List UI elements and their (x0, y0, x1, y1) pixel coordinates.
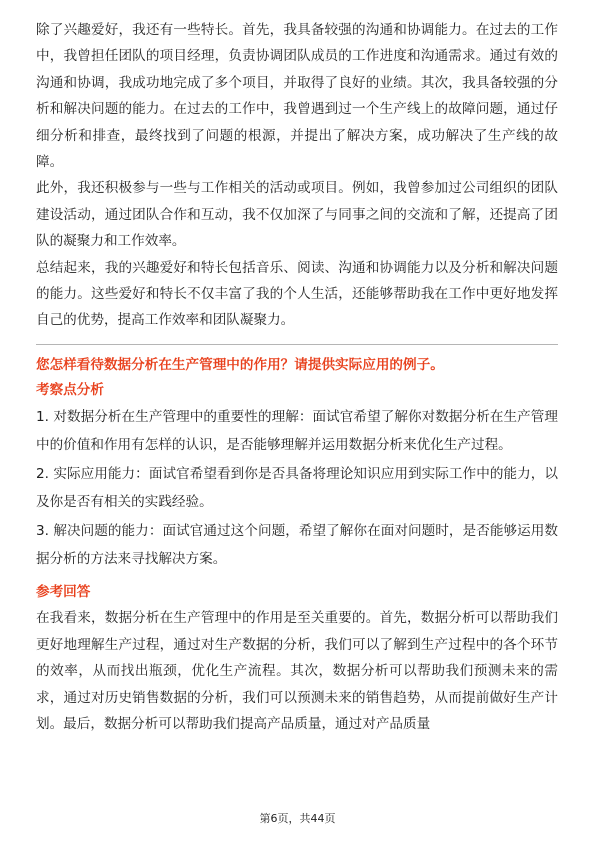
answer-text: 在我看来，数据分析在生产管理中的作用是至关重要的。首先，数据分析可以帮助我们更好地理解生产过程，通过对生产数据的分析，我们可以了解到生产过程中的各个环节的效率，从而找出瓶颈，优化生产流程。其次，数据分析可以帮助我们预测未来的需求，通过对历史销售数据的分析，我们可以预测未来的销售趋势，从而提前做好生产计划。最后，数据分析可以帮助我们提高产品质量，通过对产品质量 (36, 610, 558, 732)
intro-paragraph-summary: 总结起来，我的兴趣爱好和特长包括音乐、阅读、沟通和协调能力以及分析和解决问题的能力。这些爱好和特长不仅丰富了我的个人生活，还能够帮助我在工作中更好地发挥自己的优势，提高工作效率和团队凝聚力。 (36, 259, 558, 329)
page-number-footer: 第6页，共44页 (259, 812, 336, 825)
page-content (36, 17, 558, 737)
analysis-item-2: 2. 实际应用能力：面试官希望看到你是否具备将理论知识应用到实际工作中的能力，以及你是否有相关的实践经验。 (36, 465, 558, 511)
analysis-item-1: 1. 对数据分析在生产管理中的重要性的理解：面试官希望了解你对数据分析在生产管理中的价值和作用有怎样的认识，是否能够理解并运用数据分析来优化生产过程。 (36, 408, 558, 454)
intro-paragraph-activities: 此外，我还积极参与一些与工作相关的活动或项目。例如，我曾参加过公司组织的团队建设活动，通过团队合作和互动，我不仅加深了与同事之间的交流和了解，还提高了团队的凝聚力和工作效率。 (36, 180, 558, 250)
answer-heading: 参考回答 (36, 584, 91, 601)
analysis-heading: 考察点分析 (36, 381, 104, 398)
section-divider (36, 344, 558, 345)
intro-paragraph-skills: 除了兴趣爱好，我还有一些特长。首先，我具备较强的沟通和协调能力。在过去的工作中，我曾担任团队的项目经理，负责协调团队成员的工作进度和沟通需求。通过有效的沟通和协调，我成功地完成了多个项目，并取得了良好的业绩。其次，我具备较强的分析和解决问题的能力。在过去的工作中，我曾遇到过一个生产线上的故障问题，通过仔细分析和排查，最终找到了问题的根源，并提出了解决方案，成功解决了生产线的故障。 (36, 22, 558, 171)
analysis-item-3: 3. 解决问题的能力：面试官通过这个问题，希望了解你在面对问题时，是否能够运用数据分析的方法来寻找解决方案。 (36, 522, 558, 567)
interview-question: 您怎样看待数据分析在生产管理中的作用？请提供实际应用的例子。 (36, 356, 444, 373)
